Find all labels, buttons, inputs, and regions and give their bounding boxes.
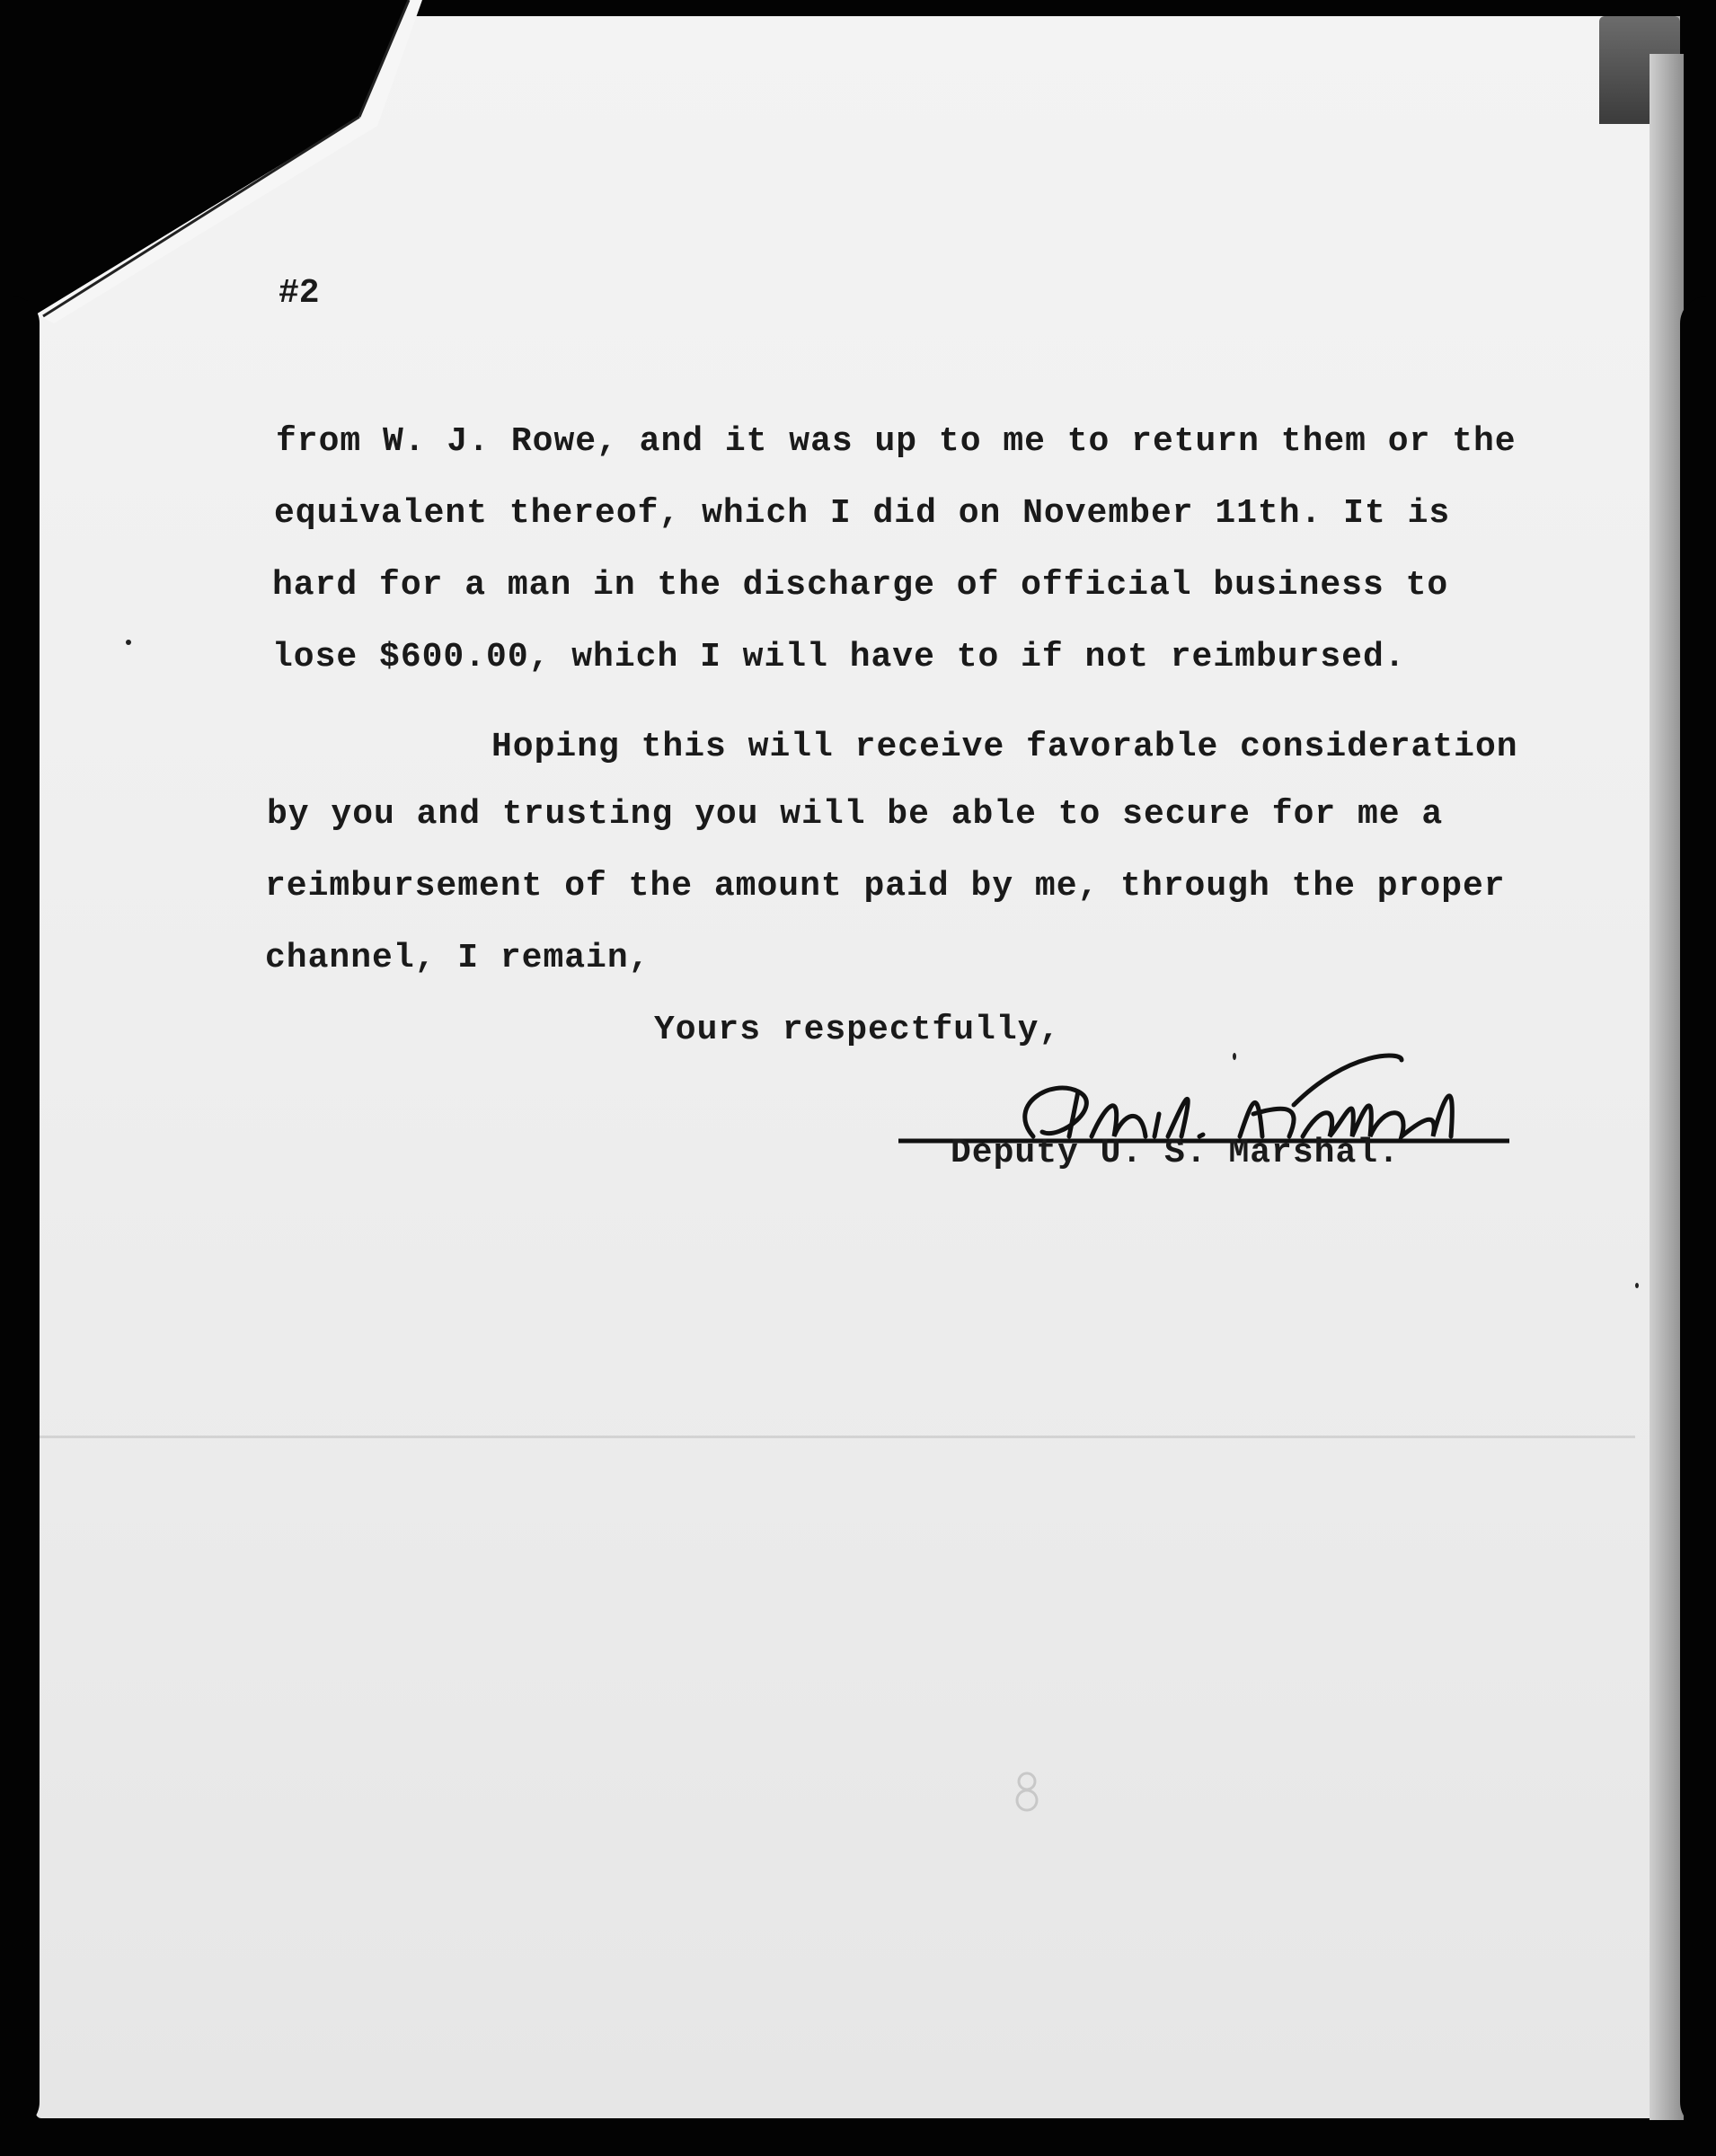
text-line: from W. J. Rowe, and it was up to me to return them or the	[276, 422, 1517, 461]
fold-line	[36, 1436, 1635, 1438]
text-line: hard for a man in the discharge of official business to	[272, 566, 1449, 605]
faint-mark	[1013, 1768, 1040, 1815]
paper-speck	[126, 640, 131, 645]
page-number: #2	[279, 274, 320, 313]
film-edge-right	[1680, 296, 1716, 2129]
text-line: lose $600.00, which I will have to if not reimbursed.	[272, 638, 1406, 676]
closing: Yours respectfully,	[654, 1011, 1061, 1049]
text-line: channel, I remain,	[265, 939, 650, 977]
signer-title: Deputy U. S. Marshal.	[951, 1134, 1400, 1172]
folded-corner	[0, 0, 431, 341]
text-line: Hoping this will receive favorable consideration	[491, 728, 1518, 766]
film-edge-left	[0, 296, 40, 2129]
sheet-edge	[1650, 54, 1684, 2120]
film-edge-bottom	[0, 2122, 1716, 2156]
paper-speck	[1233, 1053, 1236, 1060]
text-line: equivalent thereof, which I did on November 11th. It is	[274, 494, 1451, 533]
text-line: reimbursement of the amount paid by me, through the proper	[265, 867, 1506, 906]
text-line: by you and trusting you will be able to secure for me a	[267, 795, 1444, 834]
paper-speck	[1635, 1283, 1639, 1288]
